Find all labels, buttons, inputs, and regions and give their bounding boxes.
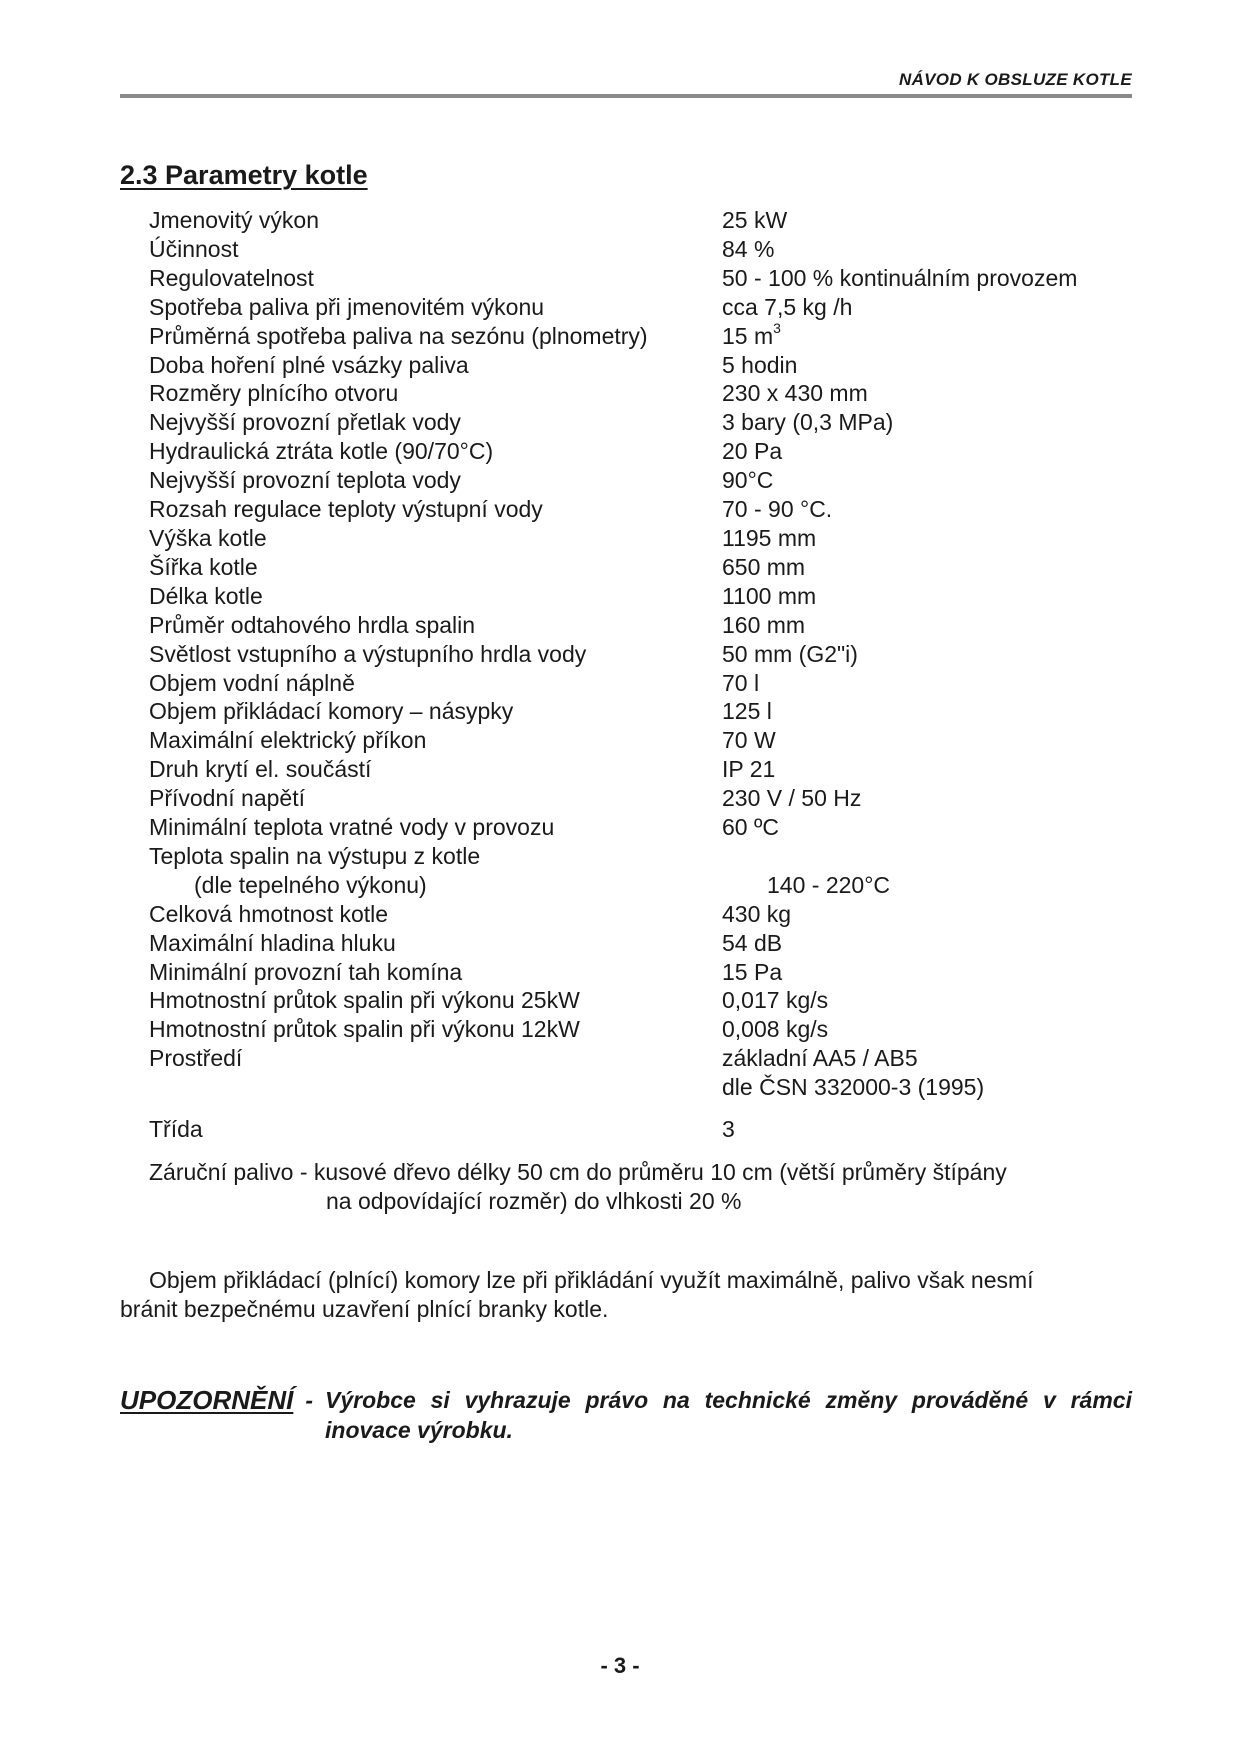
param-value: 3 (722, 1116, 735, 1143)
param-value: 60 ºC (722, 814, 779, 841)
warning-dash: - (305, 1387, 314, 1413)
param-label: Šířka kotle (149, 553, 258, 580)
param-label: Minimální provozní tah komína (149, 958, 463, 985)
param-label: Průměr odtahového hrdla spalin (149, 611, 476, 638)
param-row (149, 1044, 1129, 1073)
param-label: Doba hoření plné vsázky paliva (149, 351, 469, 378)
param-value: 140 - 220°C (767, 871, 890, 898)
param-label: Průměrná spotřeba paliva na sezónu (plnometry) (149, 322, 648, 349)
param-label: Přívodní napětí (149, 785, 305, 812)
param-row (149, 553, 1129, 582)
param-row (149, 235, 1129, 264)
param-label (149, 1073, 722, 1102)
param-value: 25 kW (722, 207, 788, 233)
warranty-fuel-paragraph (149, 1158, 1129, 1216)
param-row (149, 293, 1129, 322)
param-label: Objem přikládací komory – násypky (149, 698, 514, 725)
warranty-fuel-line: Záruční palivo - kusové dřevo délky 50 cm do průměru 10 cm (větší průměry štípány (149, 1159, 1007, 1185)
section-title: 2.3 Parametry kotle (120, 160, 368, 190)
param-value: 230 V / 50 Hz (722, 785, 862, 812)
param-row (149, 726, 1129, 755)
param-row (149, 524, 1129, 553)
param-value: 230 x 430 mm (722, 380, 868, 407)
chamber-note-line: bránit bezpečnému uzavření plnící branky kotle. (120, 1296, 609, 1322)
chamber-note-paragraph (120, 1266, 1132, 1324)
param-label: Světlost vstupního a výstupního hrdla vody (149, 640, 587, 667)
param-label: Hmotnostní průtok spalin při výkonu 25kW (149, 987, 580, 1014)
warning-text: Výrobce si vyhrazuje právo na technické změny prováděné v rámci inovace výrobku. (325, 1387, 1132, 1443)
param-row (149, 871, 1129, 900)
param-value: 54 dB (722, 929, 783, 956)
param-row (149, 929, 1129, 958)
param-row (149, 351, 1129, 380)
param-value-text: 15 m (722, 322, 774, 349)
param-row (149, 319, 1129, 351)
param-row (149, 611, 1129, 640)
param-value: 70 l (722, 669, 760, 696)
param-row (149, 379, 1129, 408)
param-label: Teplota spalin na výstupu z kotle (149, 842, 481, 869)
param-label: Hmotnostní průtok spalin při výkonu 12kW (149, 1016, 580, 1043)
param-row (149, 842, 1129, 871)
param-label: (dle tepelného výkonu) (194, 871, 427, 898)
page-number: - 3 - (600, 1653, 640, 1678)
param-value: 70 W (722, 727, 776, 754)
param-row (149, 408, 1129, 437)
param-value: 650 mm (722, 553, 806, 580)
param-value: 50 - 100 % kontinuálním provozem (722, 264, 1078, 291)
param-label: Maximální elektrický příkon (149, 727, 427, 754)
param-value: 15 Pa (722, 958, 783, 985)
param-row (149, 1073, 1129, 1102)
param-value: 84 % (722, 235, 775, 262)
param-row (149, 813, 1129, 842)
param-label: Délka kotle (149, 582, 263, 609)
param-label: Nejvyšší provozní přetlak vody (149, 409, 461, 436)
param-label: Nejvyšší provozní teplota vody (149, 467, 461, 494)
param-label: Druh krytí el. součástí (149, 756, 372, 783)
param-row (149, 784, 1129, 813)
param-value: 5 hodin (722, 351, 798, 378)
param-value: IP 21 (722, 756, 776, 783)
document-header-title: NÁVOD K OBSLUZE KOTLE (899, 70, 1132, 89)
param-row (149, 495, 1129, 524)
param-value: 430 kg (722, 900, 792, 927)
param-row (149, 755, 1129, 784)
param-row (149, 640, 1129, 669)
param-value: 20 Pa (722, 438, 783, 465)
param-label: Rozsah regulace teploty výstupní vody (149, 496, 543, 523)
param-label: Spotřeba paliva při jmenovitém výkonu (149, 293, 545, 320)
parameters-table (149, 206, 1129, 1144)
param-label: Účinnost (149, 235, 239, 262)
param-label: Celková hmotnost kotle (149, 900, 389, 927)
param-row (149, 986, 1129, 1015)
param-row (149, 582, 1129, 611)
param-value (722, 319, 781, 351)
param-value: 0,008 kg/s (722, 1016, 829, 1043)
param-value: 125 l (722, 698, 772, 725)
header-divider (120, 94, 1132, 98)
param-value: 3 bary (0,3 MPa) (722, 409, 894, 436)
param-label: Výška kotle (149, 524, 267, 551)
param-value: 1195 mm (722, 524, 817, 551)
param-row (149, 264, 1129, 293)
param-row (149, 697, 1129, 726)
param-label: Regulovatelnost (149, 264, 314, 291)
param-row (149, 466, 1129, 495)
param-value: 0,017 kg/s (722, 987, 829, 1014)
warranty-fuel-line: na odpovídající rozměr) do vlhkosti 20 % (326, 1188, 742, 1214)
chamber-note-line: Objem přikládací (plnící) komory lze při přikládání využít maximálně, palivo však nesmí (149, 1267, 1034, 1293)
param-value: dle ČSN 332000-3 (1995) (722, 1074, 985, 1101)
param-label: Prostředí (149, 1045, 243, 1072)
warning-label: UPOZORNĚNÍ (120, 1385, 294, 1415)
param-row (149, 206, 1129, 235)
param-row (149, 900, 1129, 929)
param-label: Jmenovitý výkon (149, 207, 320, 233)
param-value: cca 7,5 kg /h (722, 293, 853, 320)
param-row (149, 958, 1129, 987)
warning-notice (120, 1385, 1132, 1445)
param-value: 50 mm (G2"i) (722, 640, 858, 667)
param-row (149, 437, 1129, 466)
param-row (149, 1115, 1129, 1144)
param-value: 160 mm (722, 611, 806, 638)
param-row (149, 669, 1129, 698)
param-value-superscript: 3 (773, 319, 781, 336)
param-label: Objem vodní náplně (149, 669, 355, 696)
param-label: Minimální teplota vratné vody v provozu (149, 814, 555, 841)
param-label: Hydraulická ztráta kotle (90/70°C) (149, 438, 494, 465)
param-label: Třída (149, 1116, 203, 1143)
param-row (149, 1015, 1129, 1044)
param-value: 70 - 90 °C. (722, 496, 833, 523)
param-value: základní AA5 / AB5 (722, 1045, 918, 1072)
param-value: 1100 mm (722, 582, 817, 609)
param-value: 90°C (722, 467, 774, 494)
param-label: Rozměry plnícího otvoru (149, 380, 399, 407)
param-label: Maximální hladina hluku (149, 929, 396, 956)
